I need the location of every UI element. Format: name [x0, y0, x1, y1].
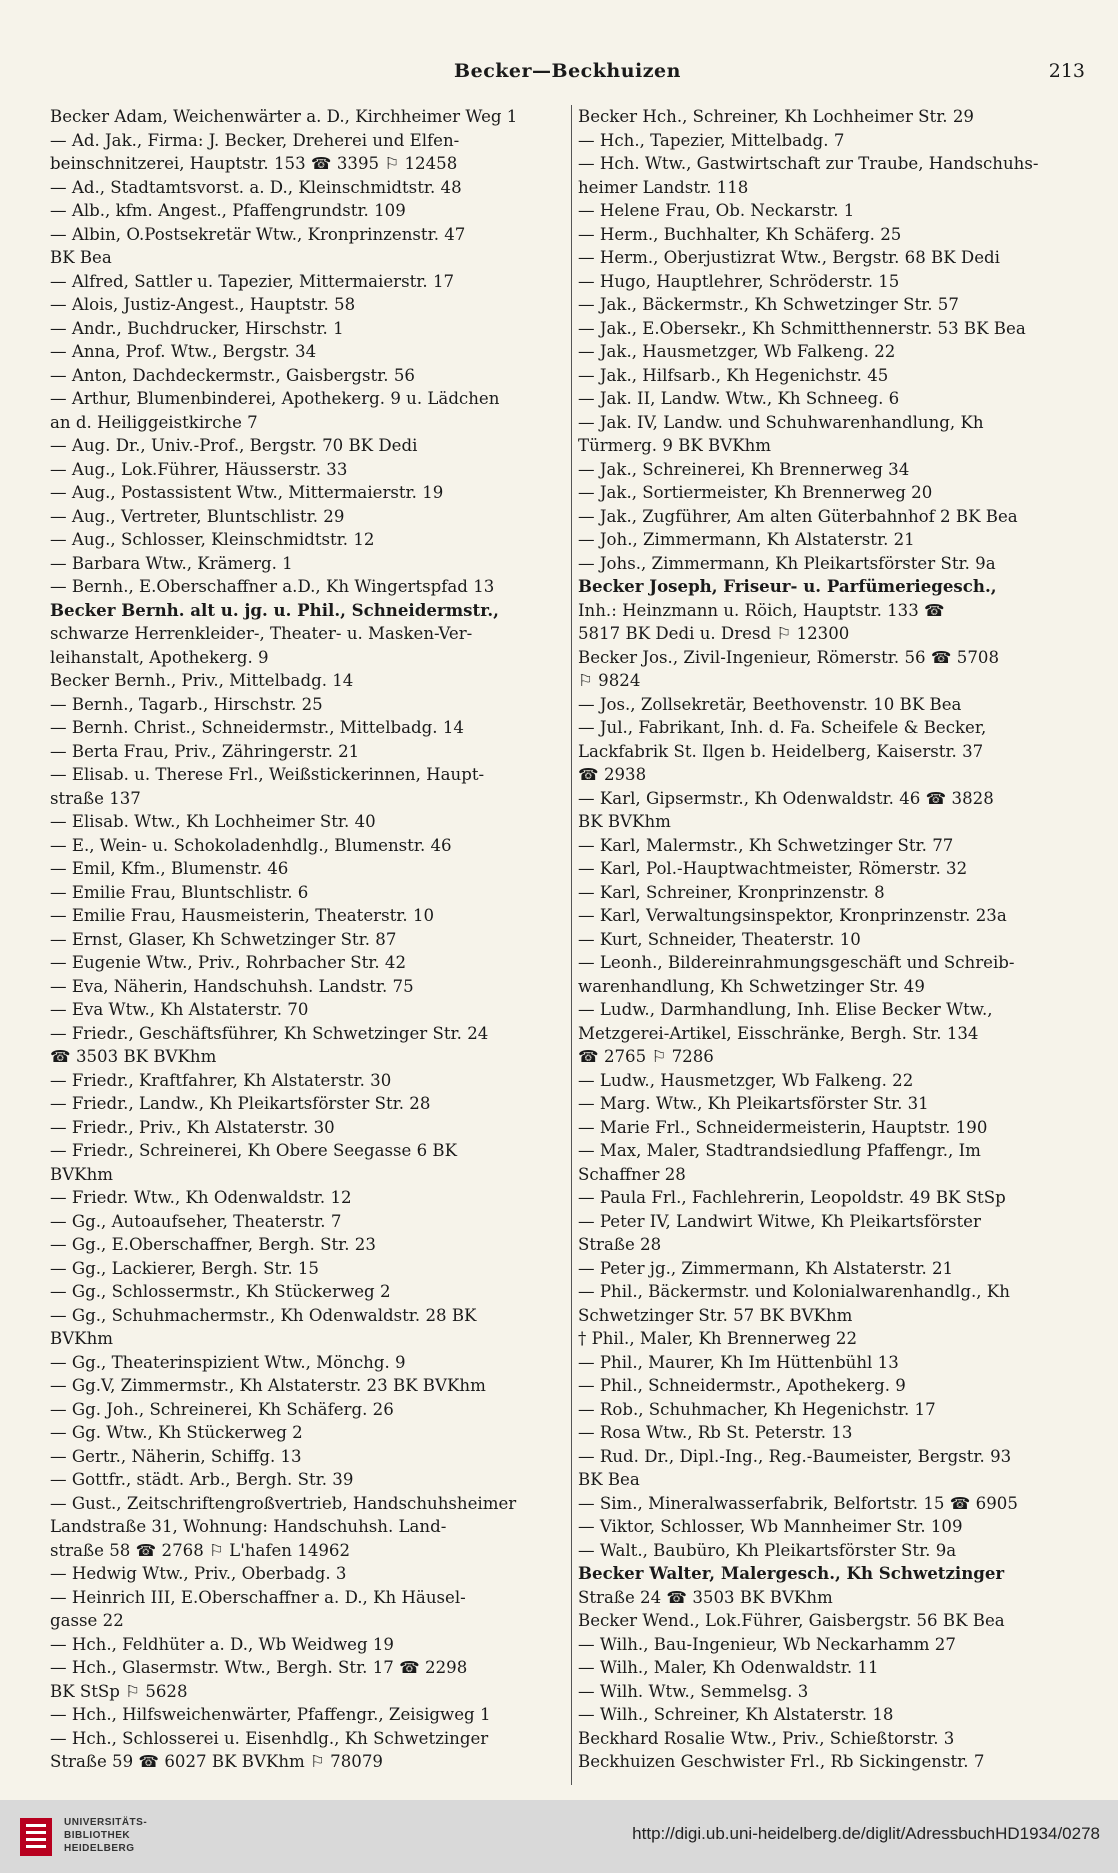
- directory-entry-line: — Albin, O.Postsekretär Wtw., Kronprinzenstr. 47: [50, 224, 466, 244]
- column-divider: [571, 105, 572, 1785]
- directory-entry-line: — Gg., Schuhmachermstr., Kh Odenwaldstr. 28 BK: [50, 1305, 477, 1325]
- directory-entry-line: — Marg. Wtw., Kh Pleikartsförster Str. 31: [578, 1094, 929, 1113]
- directory-entry-line: — Jak. IV, Landw. und Schuhwarenhandlung, Kh: [578, 412, 984, 432]
- directory-entry-line: — Jul., Fabrikant, Inh. d. Fa. Scheifele & Becker,: [578, 718, 987, 737]
- directory-entry-line: — Jak., Bäckermstr., Kh Schwetzinger Str. 57: [578, 295, 959, 314]
- directory-entry-line: — Karl, Pol.-Hauptwachtmeister, Römerstr. 32: [578, 859, 968, 878]
- directory-entry-line: — Eva, Näherin, Handschuhsh. Landstr. 75: [50, 976, 414, 996]
- directory-entry-line: Metzgerei-Artikel, Eisschränke, Bergh. Str. 134: [578, 1023, 979, 1043]
- directory-entry-line: — Elisab. u. Therese Frl., Weißstickerinnen, Haupt-: [50, 765, 485, 784]
- directory-entry-line: warenhandlung, Kh Schwetzinger Str. 49: [578, 976, 925, 996]
- directory-entry-line: — Friedr., Landw., Kh Pleikartsförster Str. 28: [50, 1094, 431, 1113]
- directory-entry-line: — Anton, Dachdeckermstr., Gaisbergstr. 56: [50, 365, 415, 385]
- directory-entry-line: — Alfred, Sattler u. Tapezier, Mittermaierstr. 17: [50, 271, 455, 291]
- library-name: [64, 1816, 147, 1855]
- library-name-line: HEIDELBERG: [64, 1843, 135, 1854]
- directory-entry-line: — Jak. II, Landw. Wtw., Kh Schneeg. 6: [578, 389, 900, 408]
- directory-entry-line: ☎ 2765 ⚐ 7286: [578, 1047, 714, 1066]
- directory-entry-line: — Helene Frau, Ob. Neckarstr. 1: [578, 201, 855, 220]
- directory-entry-line: — Peter IV, Landwirt Witwe, Kh Pleikartsförster: [578, 1211, 981, 1231]
- directory-entry-line: — Jos., Zollsekretär, Beethovenstr. 10 BK Bea: [578, 694, 962, 714]
- directory-entry-line: — Aug., Vertreter, Bluntschlistr. 29: [50, 506, 345, 526]
- directory-entry-line: — Hch. Wtw., Gastwirtschaft zur Traube, Handschuhs-: [578, 154, 1039, 173]
- directory-entry-line: — Joh., Zimmermann, Kh Alstaterstr. 21: [578, 530, 915, 549]
- directory-entry-line: BK Bea: [50, 248, 112, 267]
- directory-entry-line: Becker Adam, Weichenwärter a. D., Kirchheimer Weg 1: [50, 107, 518, 126]
- directory-entry-line: — Karl, Schreiner, Kronprinzenstr. 8: [578, 882, 885, 902]
- left-column: [50, 105, 568, 1774]
- directory-entry-line: — Alois, Justiz-Angest., Hauptstr. 58: [50, 295, 356, 314]
- directory-entry-line: — Phil., Maurer, Kh Im Hüttenbühl 13: [578, 1352, 899, 1372]
- directory-entry-line: — E., Wein- u. Schokoladenhdlg., Blumenstr. 46: [50, 835, 452, 855]
- directory-entry-line: — Wilh., Bau-Ingenieur, Wb Neckarhamm 27: [578, 1634, 956, 1654]
- directory-entry-line: heimer Landstr. 118: [578, 177, 749, 197]
- directory-entry-line: — Friedr., Kraftfahrer, Kh Alstaterstr. 30: [50, 1070, 392, 1090]
- directory-entry-line: — Peter jg., Zimmermann, Kh Alstaterstr. 21: [578, 1258, 954, 1278]
- source-url[interactable]: http://digi.ub.uni-heidelberg.de/diglit/AdressbuchHD1934/0278: [632, 1824, 1100, 1843]
- directory-entry-line: Becker Joseph, Friseur- u. Parfümeriegesch.,: [578, 576, 997, 596]
- directory-entry-line: Straße 59 ☎ 6027 BK BVKhm ⚐ 78079: [50, 1752, 383, 1771]
- directory-entry-line: — Gottfr., städt. Arb., Bergh. Str. 39: [50, 1470, 354, 1489]
- page-number: 213: [1048, 60, 1085, 82]
- directory-entry-line: schwarze Herrenkleider-, Theater- u. Masken-Ver-: [50, 624, 473, 643]
- directory-entry-line: — Emil, Kfm., Blumenstr. 46: [50, 859, 289, 878]
- directory-entry-line: — Alb., kfm. Angest., Pfaffengrundstr. 109: [50, 201, 406, 220]
- directory-entry-line: — Gg. Wtw., Kh Stückerweg 2: [50, 1423, 303, 1442]
- directory-entry-line: — Aug., Lok.Führer, Häusserstr. 33: [50, 459, 348, 479]
- directory-entry-line: — Hch., Schlosserei u. Eisenhdlg., Kh Schwetzinger: [50, 1728, 489, 1748]
- directory-entry-line: — Rob., Schuhmacher, Kh Hegenichstr. 17: [578, 1399, 936, 1419]
- directory-entry-line: — Leonh., Bildereinrahmungsgeschäft und Schreib-: [578, 953, 1015, 972]
- library-name-line: UNIVERSITÄTS-: [64, 1817, 148, 1828]
- directory-entry-line: beinschnitzerei, Hauptstr. 153 ☎ 3395 ⚐ 12458: [50, 154, 458, 173]
- directory-entry-line: — Elisab. Wtw., Kh Lochheimer Str. 40: [50, 812, 376, 831]
- directory-entry-line: an d. Heiliggeistkirche 7: [50, 412, 258, 432]
- directory-entry-line: — Ernst, Glaser, Kh Schwetzinger Str. 87: [50, 929, 397, 949]
- directory-entry-line: — Bernh., E.Oberschaffner a.D., Kh Wingertspfad 13: [50, 577, 495, 596]
- directory-entry-line: — Barbara Wtw., Krämerg. 1: [50, 553, 293, 573]
- directory-entry-line: — Karl, Gipsermstr., Kh Odenwaldstr. 46 ☎ 3828: [578, 788, 994, 808]
- directory-entry-line: — Friedr., Schreinerei, Kh Obere Seegasse 6 BK: [50, 1141, 458, 1160]
- directory-entry-line: — Gg.V, Zimmermstr., Kh Alstaterstr. 23 BK BVKhm: [50, 1376, 486, 1395]
- directory-entry-line: Becker Bernh., Priv., Mittelbadg. 14: [50, 671, 354, 690]
- directory-entry-line: BK BVKhm: [578, 812, 671, 831]
- directory-entry-line: — Gg., E.Oberschaffner, Bergh. Str. 23: [50, 1235, 376, 1254]
- directory-entry-line: — Jak., Zugführer, Am alten Güterbahnhof 2 BK Bea: [578, 506, 1018, 526]
- viewer-footer: [0, 1800, 1118, 1873]
- directory-entry-line: Schwetzinger Str. 57 BK BVKhm: [578, 1305, 853, 1325]
- directory-entry-line: Landstraße 31, Wohnung: Handschuhsh. Land-: [50, 1517, 447, 1536]
- directory-entry-line: Straße 24 ☎ 3503 BK BVKhm: [578, 1587, 833, 1607]
- directory-entry-line: Inh.: Heinzmann u. Röich, Hauptstr. 133 ☎: [578, 600, 945, 620]
- directory-entry-line: — Sim., Mineralwasserfabrik, Belfortstr. 15 ☎ 6905: [578, 1493, 1018, 1513]
- page-header: [50, 60, 1085, 90]
- directory-entry-line: BK Bea: [578, 1470, 640, 1489]
- directory-entry-line: Becker Walter, Malergesch., Kh Schwetzinger: [578, 1563, 1005, 1583]
- directory-entry-line: — Bernh. Christ., Schneidermstr., Mittelbadg. 14: [50, 718, 464, 737]
- directory-entry-line: Beckhard Rosalie Wtw., Priv., Schießtorstr. 3: [578, 1728, 955, 1748]
- directory-entry-line: — Wilh., Schreiner, Kh Alstaterstr. 18: [578, 1705, 894, 1724]
- directory-entry-line: BVKhm: [50, 1164, 113, 1184]
- directory-entry-line: Becker Wend., Lok.Führer, Gaisbergstr. 56 BK Bea: [578, 1611, 1005, 1630]
- directory-entry-line: — Gg., Theaterinspizient Wtw., Mönchg. 9: [50, 1352, 406, 1372]
- directory-entry-line: Türmerg. 9 BK BVKhm: [578, 436, 772, 455]
- directory-entry-line: — Hugo, Hauptlehrer, Schröderstr. 15: [578, 271, 900, 291]
- directory-entry-line: — Ludw., Darmhandlung, Inh. Elise Becker Wtw.,: [578, 1000, 993, 1019]
- directory-entry-line: Beckhuizen Geschwister Frl., Rb Sickingenstr. 7: [578, 1752, 985, 1771]
- right-column: [578, 105, 1096, 1774]
- directory-entry-line: — Walt., Baubüro, Kh Pleikartsförster Str. 9a: [578, 1540, 957, 1560]
- directory-entry-line: Becker Bernh. alt u. jg. u. Phil., Schneidermstr.,: [50, 599, 499, 620]
- directory-entry-line: — Gg., Lackierer, Bergh. Str. 15: [50, 1258, 319, 1278]
- directory-entry-line: — Jak., Schreinerei, Kh Brennerweg 34: [578, 459, 910, 479]
- page-title: Becker—Beckhuizen: [454, 60, 681, 82]
- directory-entry-line: — Ludw., Hausmetzger, Wb Falkeng. 22: [578, 1070, 914, 1090]
- directory-entry-line: — Berta Frau, Priv., Zähringerstr. 21: [50, 741, 360, 761]
- directory-entry-line: — Herm., Oberjustizrat Wtw., Bergstr. 68 BK Dedi: [578, 248, 1000, 267]
- directory-entry-line: — Gg. Joh., Schreinerei, Kh Schäferg. 26: [50, 1399, 394, 1419]
- directory-entry-line: — Arthur, Blumenbinderei, Apothekerg. 9 u. Lädchen: [50, 389, 500, 408]
- directory-entry-line: Lackfabrik St. Ilgen b. Heidelberg, Kaiserstr. 37: [578, 741, 984, 761]
- directory-entry-line: — Johs., Zimmermann, Kh Pleikartsförster Str. 9a: [578, 553, 996, 573]
- directory-entry-line: — Kurt, Schneider, Theaterstr. 10: [578, 929, 861, 949]
- directory-entry-line: — Marie Frl., Schneidermeisterin, Hauptstr. 190: [578, 1117, 988, 1137]
- directory-entry-line: — Ad., Stadtamtsvorst. a. D., Kleinschmidtstr. 48: [50, 177, 462, 197]
- directory-entry-line: — Jak., Hilfsarb., Kh Hegenichstr. 45: [578, 365, 889, 385]
- directory-entry-line: ☎ 2938: [578, 765, 647, 784]
- directory-entry-line: — Max, Maler, Stadtrandsiedlung Pfaffengr., Im: [578, 1141, 981, 1160]
- directory-entry-line: — Aug., Schlosser, Kleinschmidtstr. 12: [50, 530, 375, 549]
- directory-entry-line: — Phil., Bäckermstr. und Kolonialwarenhandlg., Kh: [578, 1282, 1010, 1301]
- directory-entry-line: — Friedr. Wtw., Kh Odenwaldstr. 12: [50, 1188, 352, 1207]
- directory-entry-line: — Eugenie Wtw., Priv., Rohrbacher Str. 42: [50, 953, 407, 972]
- directory-entry-line: — Jak., Sortiermeister, Kh Brennerweg 20: [578, 483, 933, 502]
- university-seal-icon: [18, 1816, 54, 1858]
- directory-entry-line: — Gg., Schlossermstr., Kh Stückerweg 2: [50, 1282, 391, 1301]
- directory-entry-line: — Jak., E.Obersekr., Kh Schmitthennerstr. 53 BK Bea: [578, 318, 1026, 338]
- directory-entry-line: — Viktor, Schlosser, Wb Mannheimer Str. 109: [578, 1517, 963, 1536]
- directory-entry-line: BVKhm: [50, 1329, 113, 1348]
- directory-entry-line: — Jak., Hausmetzger, Wb Falkeng. 22: [578, 342, 896, 361]
- directory-entry-line: — Anna, Prof. Wtw., Bergstr. 34: [50, 342, 317, 361]
- directory-entry-line: — Gertr., Näherin, Schiffg. 13: [50, 1446, 302, 1466]
- directory-entry-line: Becker Hch., Schreiner, Kh Lochheimer Str. 29: [578, 107, 974, 126]
- directory-entry-line: — Paula Frl., Fachlehrerin, Leopoldstr. 49 BK StSp: [578, 1188, 1006, 1207]
- directory-entry-line: gasse 22: [50, 1611, 124, 1630]
- directory-entry-line: — Eva Wtw., Kh Alstaterstr. 70: [50, 1000, 309, 1019]
- directory-entry-line: leihanstalt, Apothekerg. 9: [50, 647, 269, 667]
- directory-entry-line: — Rud. Dr., Dipl.-Ing., Reg.-Baumeister, Bergstr. 93: [578, 1446, 1012, 1466]
- library-name-line: BIBLIOTHEK: [64, 1830, 131, 1841]
- directory-entry-line: — Ad. Jak., Firma: J. Becker, Dreherei und Elfen-: [50, 130, 460, 150]
- directory-entry-line: — Emilie Frau, Bluntschlistr. 6: [50, 882, 309, 902]
- directory-entry-line: — Aug., Postassistent Wtw., Mittermaierstr. 19: [50, 483, 444, 502]
- directory-entry-line: — Heinrich III, E.Oberschaffner a. D., Kh Häusel-: [50, 1587, 466, 1607]
- directory-entry-line: — Rosa Wtw., Rb St. Peterstr. 13: [578, 1423, 853, 1442]
- directory-entry-line: — Aug. Dr., Univ.-Prof., Bergstr. 70 BK Dedi: [50, 436, 418, 455]
- directory-entry-line: straße 58 ☎ 2768 ⚐ L'hafen 14962: [50, 1540, 351, 1560]
- directory-entry-line: — Karl, Verwaltungsinspektor, Kronprinzenstr. 23a: [578, 906, 1007, 925]
- directory-entry-line: ⚐ 9824: [578, 671, 641, 690]
- directory-entry-line: straße 137: [50, 788, 141, 808]
- directory-entry-line: BK StSp ⚐ 5628: [50, 1681, 188, 1701]
- directory-entry-line: — Emilie Frau, Hausmeisterin, Theaterstr. 10: [50, 906, 435, 925]
- directory-entry-line: — Friedr., Geschäftsführer, Kh Schwetzinger Str. 24: [50, 1023, 489, 1043]
- directory-entry-line: — Phil., Schneidermstr., Apothekerg. 9: [578, 1376, 906, 1395]
- directory-entry-line: — Bernh., Tagarb., Hirschstr. 25: [50, 694, 323, 714]
- directory-entry-line: — Hch., Tapezier, Mittelbadg. 7: [578, 130, 845, 150]
- directory-entry-line: ☎ 3503 BK BVKhm: [50, 1047, 217, 1066]
- directory-entry-line: — Wilh. Wtw., Semmelsg. 3: [578, 1681, 809, 1701]
- directory-entry-line: — Friedr., Priv., Kh Alstaterstr. 30: [50, 1117, 335, 1137]
- directory-entry-line: — Hedwig Wtw., Priv., Oberbadg. 3: [50, 1564, 347, 1583]
- directory-entry-line: Straße 28: [578, 1235, 662, 1254]
- directory-entry-line: — Herm., Buchhalter, Kh Schäferg. 25: [578, 224, 902, 244]
- directory-entry-line: — Hch., Glasermstr. Wtw., Bergh. Str. 17 ☎ 2298: [50, 1658, 468, 1677]
- directory-entry-line: — Hch., Feldhüter a. D., Wb Weidweg 19: [50, 1634, 394, 1654]
- directory-entry-line: 5817 BK Dedi u. Dresd ⚐ 12300: [578, 624, 850, 643]
- directory-entry-line: Becker Jos., Zivil-Ingenieur, Römerstr. 56 ☎ 5708: [578, 647, 1000, 667]
- directory-entry-line: — Hch., Hilfsweichenwärter, Pfaffengr., Zeisigweg 1: [50, 1705, 491, 1724]
- directory-entry-line: — Wilh., Maler, Kh Odenwaldstr. 11: [578, 1658, 879, 1677]
- directory-entry-line: — Karl, Malermstr., Kh Schwetzinger Str. 77: [578, 835, 954, 855]
- directory-entry-line: Schaffner 28: [578, 1164, 686, 1184]
- directory-entry-line: † Phil., Maler, Kh Brennerweg 22: [578, 1329, 857, 1348]
- directory-entry-line: — Gust., Zeitschriftengroßvertrieb, Handschuhsheimer: [50, 1493, 517, 1513]
- directory-entry-line: — Andr., Buchdrucker, Hirschstr. 1: [50, 318, 344, 338]
- directory-entry-line: — Gg., Autoaufseher, Theaterstr. 7: [50, 1211, 342, 1231]
